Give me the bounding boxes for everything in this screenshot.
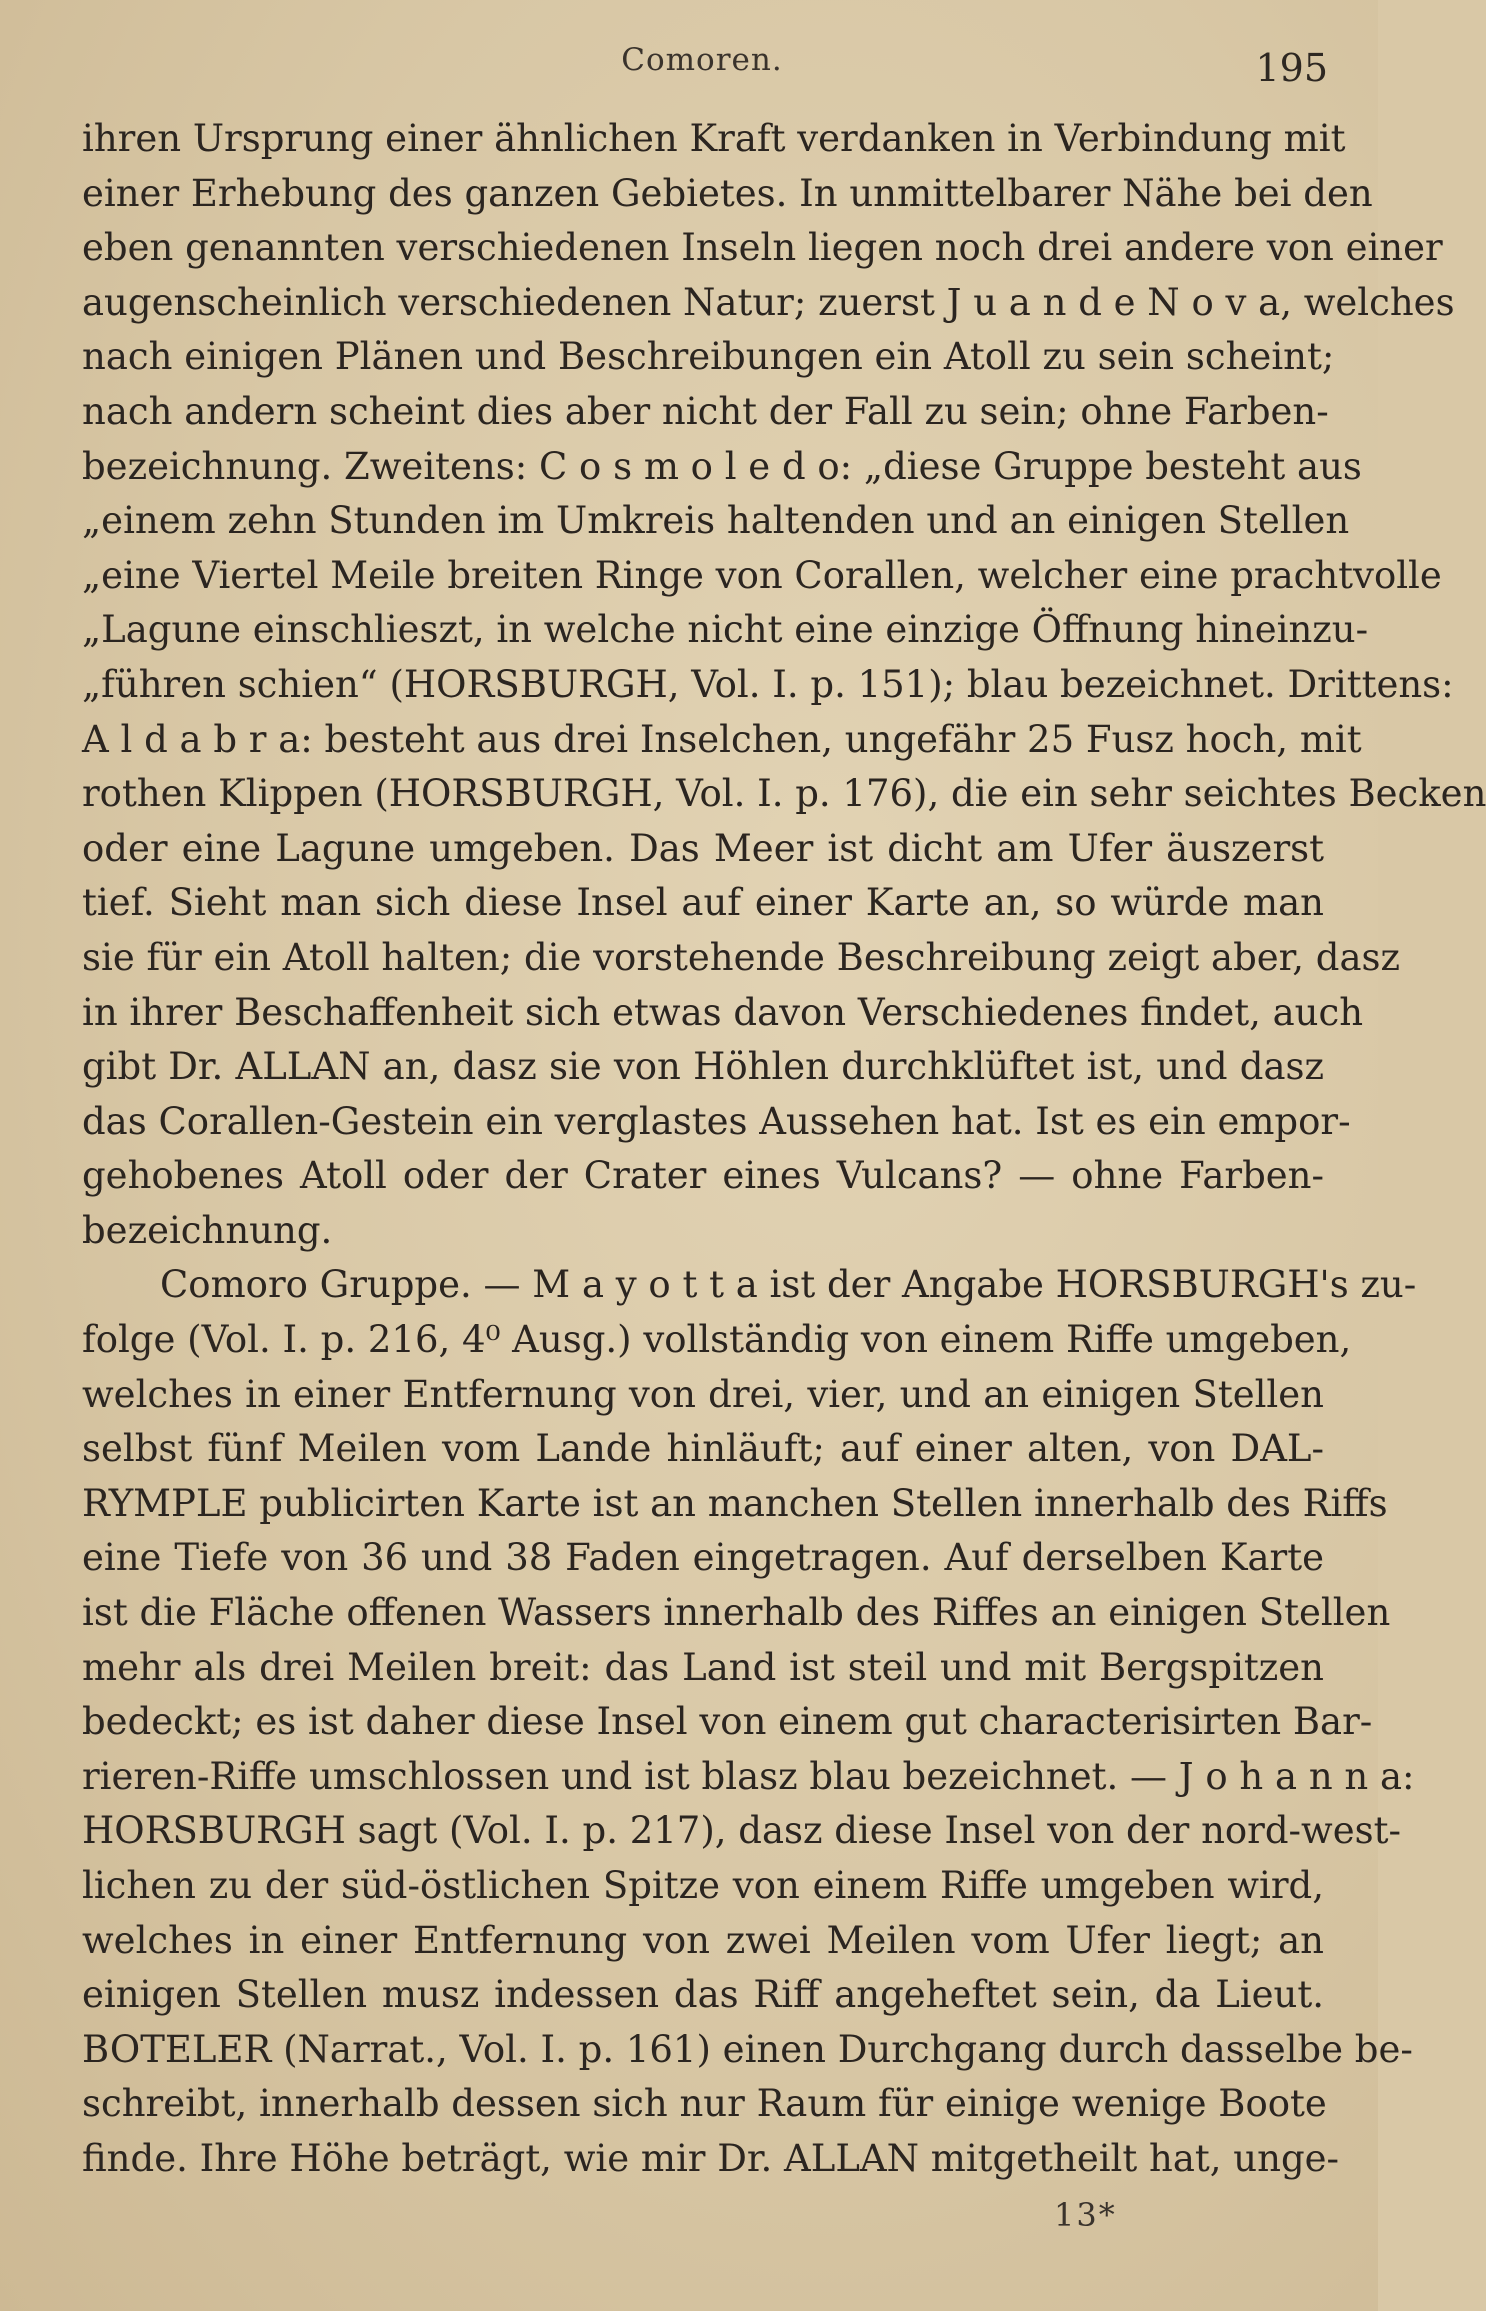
text-line: ist die Fläche offenen Wassers innerhalb des Riffes an einigen Stellen <box>82 1591 1391 1635</box>
text-line: oder eine Lagune umgeben. Das Meer ist dicht am Ufer äuszerst <box>82 826 1324 870</box>
text-line: welches in einer Entfernung von drei, vier, und an einigen Stellen <box>82 1372 1324 1416</box>
text-line: eben genannten verschiedenen Inseln liegen noch drei andere von einer <box>82 226 1443 270</box>
page-header <box>82 38 1328 98</box>
text-line: tief. Sieht man sich diese Insel auf einer Karte an, so würde man <box>82 881 1324 925</box>
text-line: BOTELER (Narrat., Vol. I. p. 161) einen Durchgang durch dasselbe be- <box>82 2027 1413 2071</box>
text-line: in ihrer Beschaffenheit sich etwas davon Verschiedenes findet, auch <box>82 990 1364 1034</box>
text-line: „einem zehn Stunden im Umkreis haltenden und an einigen Stellen <box>82 499 1350 543</box>
text-line: RYMPLE publicirten Karte ist an manchen Stellen innerhalb des Riffs <box>82 1481 1388 1525</box>
text-line: einigen Stellen musz indessen das Riff angeheftet sein, da Lieut. <box>82 1973 1324 2017</box>
text-line: mehr als drei Meilen breit: das Land ist steil und mit Bergspitzen <box>82 1645 1324 1689</box>
text-line: bezeichnung. <box>82 1208 333 1252</box>
text-line: gibt Dr. ALLAN an, dasz sie von Höhlen durchklüftet ist, und dasz <box>82 1045 1324 1089</box>
text-line: bezeichnung. Zweitens: C o s m o l e d o: „diese Gruppe besteht aus <box>82 444 1362 488</box>
text-line: selbst fünf Meilen vom Lande hinläuft; auf einer alten, von DAL- <box>82 1427 1324 1471</box>
page-number: 195 <box>1255 46 1328 90</box>
text-line: A l d a b r a: besteht aus drei Inselchen, ungefähr 25 Fusz hoch, mit <box>82 717 1362 761</box>
text-line: „führen schien“ (HORSBURGH, Vol. I. p. 151); blau bezeichnet. Drittens: <box>82 662 1454 706</box>
text-line: HORSBURGH sagt (Vol. I. p. 217), dasz diese Insel von der nord-west- <box>82 1809 1401 1853</box>
text-line: nach einigen Plänen und Beschreibungen ein Atoll zu sein scheint; <box>82 335 1335 379</box>
text-line: das Corallen-Gestein ein verglastes Aussehen hat. Ist es ein empor- <box>82 1099 1351 1143</box>
text-line: nach andern scheint dies aber nicht der Fall zu sein; ohne Farben- <box>82 389 1329 433</box>
text-line: „eine Viertel Meile breiten Ringe von Corallen, welcher eine prachtvolle <box>82 553 1442 597</box>
text-line: lichen zu der süd-östlichen Spitze von einem Riffe umgeben wird, <box>82 1864 1324 1907</box>
signature-mark: 13* <box>1054 2196 1117 2234</box>
text-line: sie für ein Atoll halten; die vorstehende Beschreibung zeigt aber, dasz <box>82 935 1401 979</box>
text-line: rieren-Riffe umschlossen und ist blasz blau bezeichnet. — J o h a n n a: <box>82 1754 1415 1798</box>
body-text <box>82 112 1486 2187</box>
text-line: welches in einer Entfernung von zwei Meilen vom Ufer liegt; an <box>82 1918 1324 1962</box>
running-head: Comoren. <box>621 42 783 78</box>
text-line: schreibt, innerhalb dessen sich nur Raum für einige wenige Boote <box>82 2082 1327 2126</box>
text-line: finde. Ihre Höhe beträgt, wie mir Dr. ALLAN mitgetheilt hat, unge- <box>82 2136 1340 2180</box>
text-line: eine Tiefe von 36 und 38 Faden eingetragen. Auf derselben Karte <box>82 1536 1324 1580</box>
text-line: ihren Ursprung einer ähnlichen Kraft verdanken in Verbindung mit <box>82 117 1346 160</box>
text-line: folge (Vol. I. p. 216, 4⁰ Ausg.) vollständig von einem Riffe umgeben, <box>82 1318 1352 1362</box>
text-line: bedeckt; es ist daher diese Insel von einem gut characterisirten Bar- <box>82 1700 1373 1744</box>
text-line: „Lagune einschlieszt, in welche nicht eine einzige Öffnung hineinzu- <box>82 608 1369 652</box>
text-line: rothen Klippen (HORSBURGH, Vol. I. p. 176), die ein sehr seichtes Becken <box>82 772 1486 816</box>
text-line: augenscheinlich verschiedenen Natur; zuerst J u a n d e N o v a, welches <box>82 280 1455 324</box>
text-line: einer Erhebung des ganzen Gebietes. In unmittelbarer Nähe bei den <box>82 171 1373 215</box>
text-line: Comoro Gruppe. — M a y o t t a ist der Angabe HORSBURGH's zu- <box>160 1263 1417 1307</box>
text-line: gehobenes Atoll oder der Crater eines Vulcans? — ohne Farben- <box>82 1154 1324 1198</box>
